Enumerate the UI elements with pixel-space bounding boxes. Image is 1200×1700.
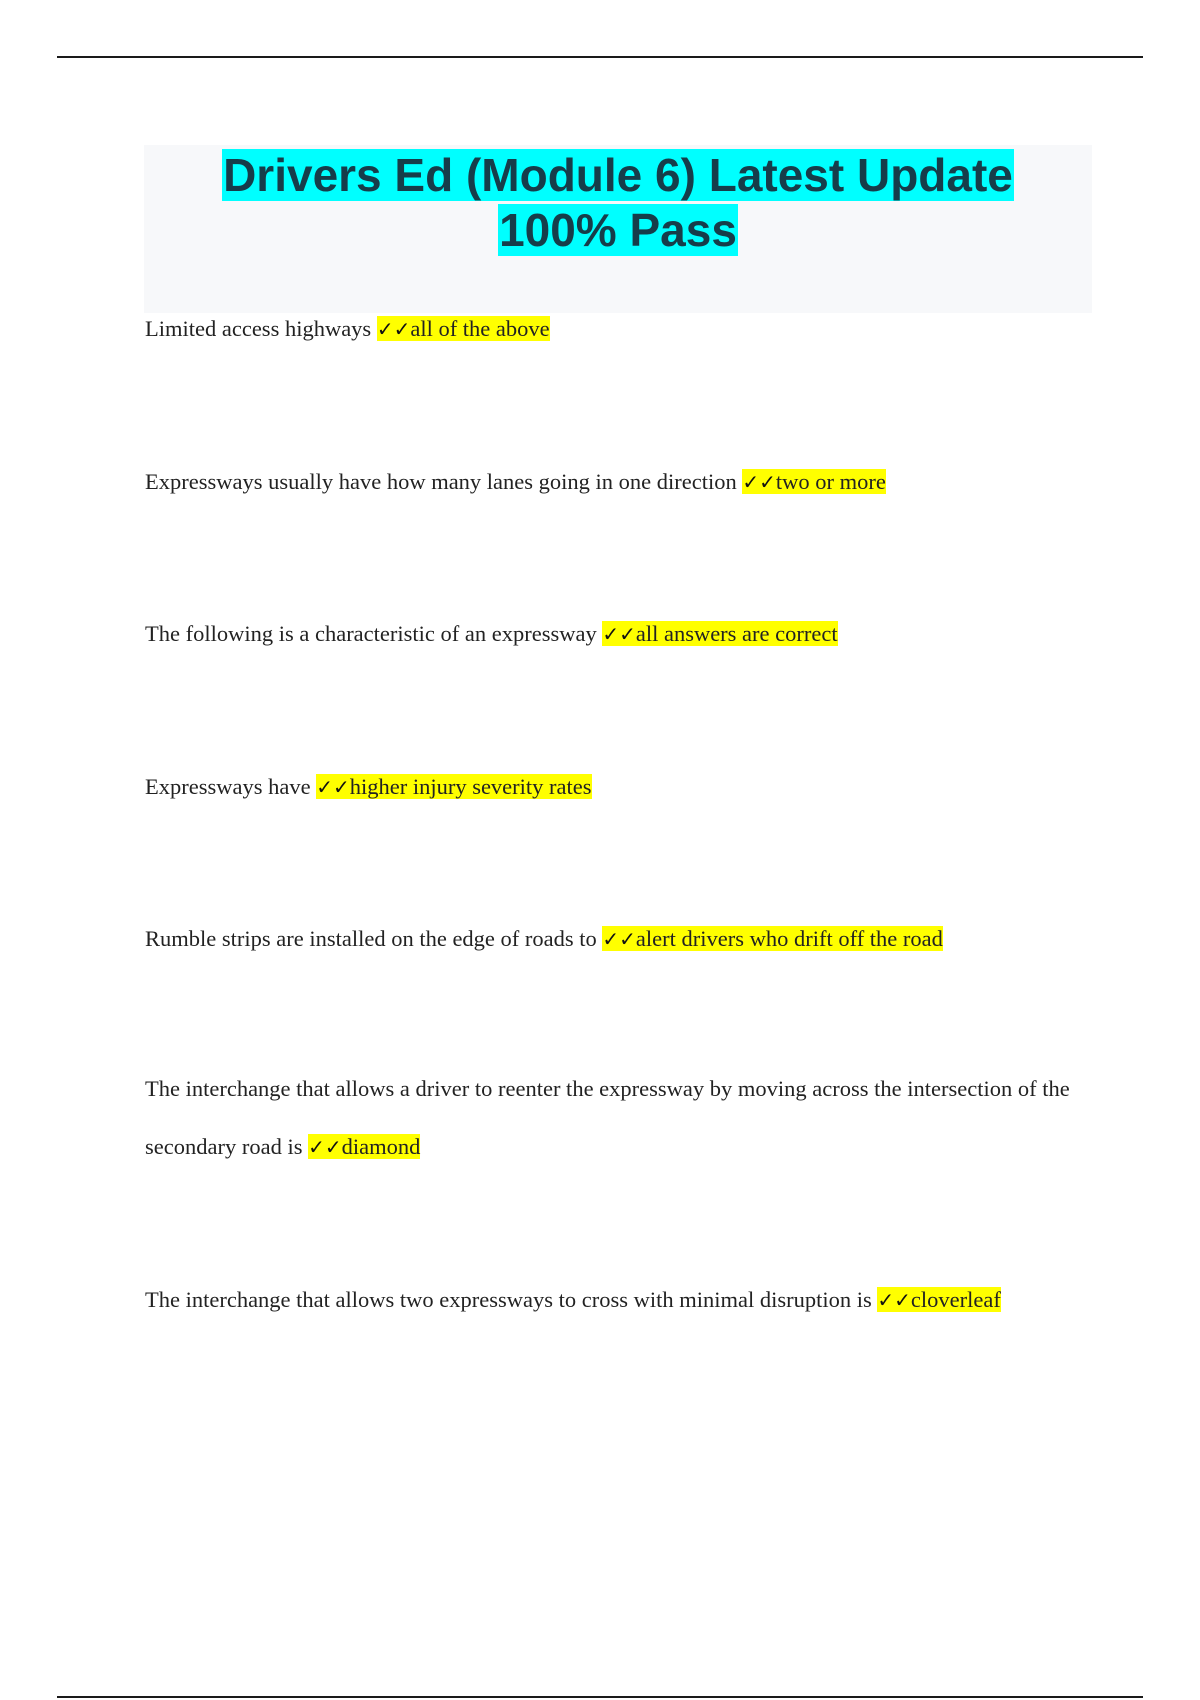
top-rule <box>57 56 1143 58</box>
double-check-icon: ✓✓ <box>316 775 350 799</box>
qa-item-1 <box>145 300 1085 358</box>
question-text: Limited access highways <box>145 316 372 341</box>
title-line-2: 100% Pass <box>499 204 737 256</box>
double-check-icon: ✓✓ <box>602 927 636 951</box>
qa-item-3 <box>145 605 1085 663</box>
answer-text: all answers are correct <box>635 621 838 646</box>
answer-highlight <box>377 316 550 341</box>
question-text: Expressways usually have how many lanes going in one direction <box>145 469 737 494</box>
title-line-1: Drivers Ed (Module 6) Latest Update <box>223 149 1013 201</box>
question-text: Expressways have <box>145 774 311 799</box>
answer-highlight <box>602 621 837 646</box>
answer-text: alert drivers who drift off the road <box>635 926 943 951</box>
qa-item-5 <box>145 910 1085 968</box>
answer-text: cloverleaf <box>910 1287 1001 1312</box>
question-text: The interchange that allows two expressways to cross with minimal disruption is <box>145 1287 872 1312</box>
qa-item-6 <box>145 1060 1085 1176</box>
double-check-icon: ✓✓ <box>308 1135 342 1159</box>
answer-text: all of the above <box>410 316 550 341</box>
answer-highlight <box>742 469 886 494</box>
answer-text: higher injury severity rates <box>349 774 592 799</box>
answer-highlight <box>316 774 591 799</box>
answer-highlight <box>602 926 943 951</box>
answer-text: diamond <box>341 1134 421 1159</box>
double-check-icon: ✓✓ <box>602 622 636 646</box>
bottom-rule <box>57 1696 1143 1698</box>
document-title <box>144 145 1092 258</box>
double-check-icon: ✓✓ <box>742 470 776 494</box>
question-text: The following is a characteristic of an expressway <box>145 621 597 646</box>
title-box <box>144 145 1092 313</box>
qa-item-2 <box>145 453 1085 511</box>
answer-text: two or more <box>775 469 886 494</box>
answer-highlight <box>308 1134 420 1159</box>
double-check-icon: ✓✓ <box>376 317 411 341</box>
question-text: Rumble strips are installed on the edge of roads to <box>145 926 597 951</box>
qa-item-7 <box>145 1271 1085 1329</box>
double-check-icon: ✓✓ <box>877 1288 911 1312</box>
qa-item-4 <box>145 758 1085 816</box>
question-text: The interchange that allows a driver to reenter the expressway by moving across the intersection of the secondary road is <box>145 1076 1070 1159</box>
answer-highlight <box>877 1287 1000 1312</box>
